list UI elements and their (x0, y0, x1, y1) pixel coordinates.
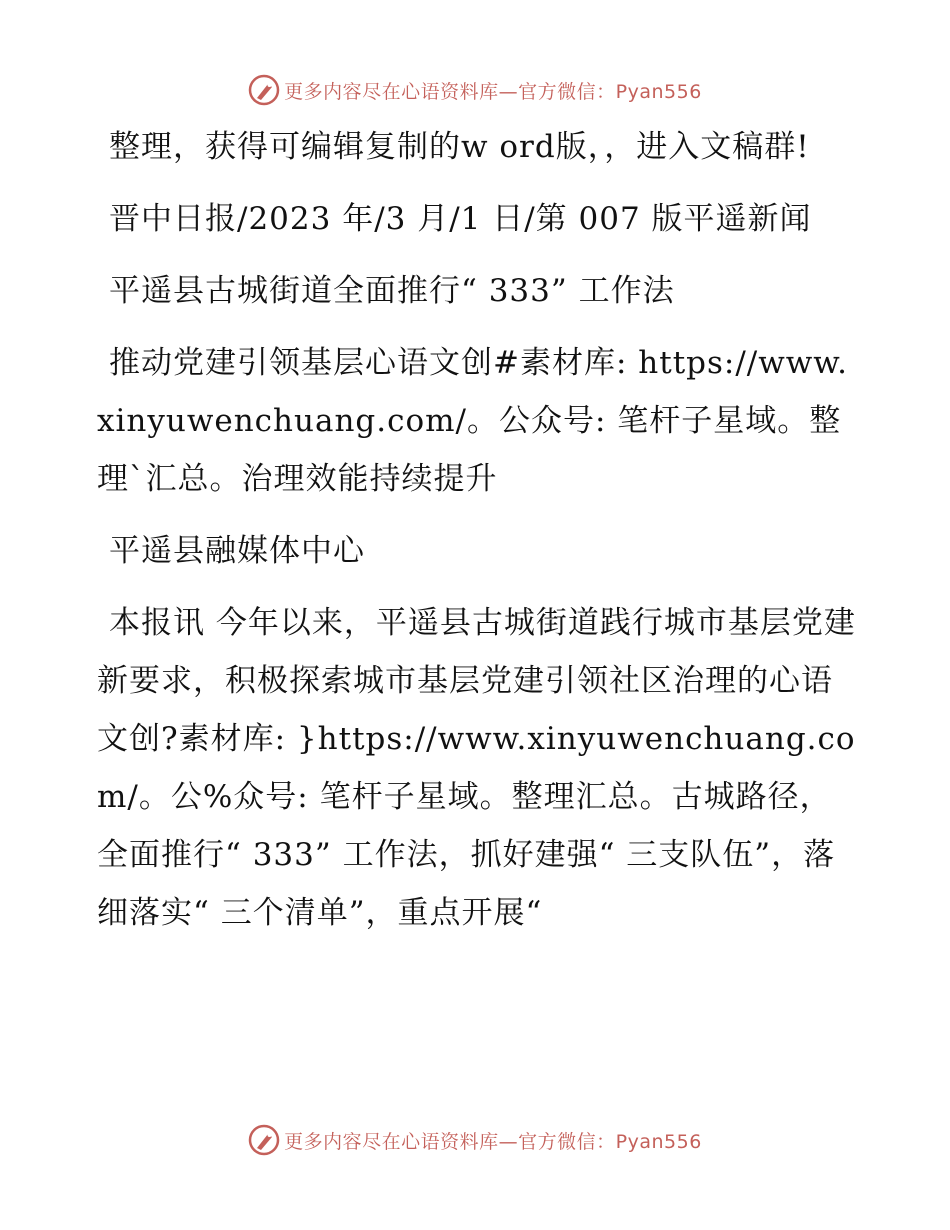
pen-nib-logo-icon (248, 74, 280, 106)
footer-banner-text: 更多内容尽在心语资料库—官方微信：Pyan556 (284, 1130, 702, 1153)
article-headline: 平遥县古城街道全面推行“ 333” 工作法 (109, 273, 675, 309)
byline: 平遥县融媒体中心 (109, 533, 365, 569)
footer-banner (0, 1120, 950, 1160)
header-banner-text: 更多内容尽在心语资料库—官方微信：Pyan556 (284, 80, 702, 103)
document-body (97, 118, 857, 956)
article-body-paragraph: 本报讯 今年以来，平遥县古城街道践行城市基层党建新要求，积极探索城市基层党建引领社区治理的心语文创?素材库: }https://www.xinyuwenchuang.com/。公%众号: 笔杆子星域。整理汇总。古城路径，全面推行“ 333” 工作法，抓好建强“ 三支队伍”，落细落实“ 三个清单”，重点开展“ (97, 605, 856, 931)
intro-paragraph: 整理，获得可编辑复制的w ord版，，进入文稿群! (109, 129, 810, 165)
header-banner (0, 70, 950, 110)
article-subheadline: 推动党建引领基层心语文创#素材库: https://www.xinyuwenchuang.com/。公众号: 笔杆子星域。整理`汇总。治理效能持续提升 (97, 345, 849, 497)
pen-nib-logo-icon (248, 1124, 280, 1156)
source-line: 晋中日报/2023 年/3 月/1 日/第 007 版平遥新闻 (109, 201, 812, 237)
